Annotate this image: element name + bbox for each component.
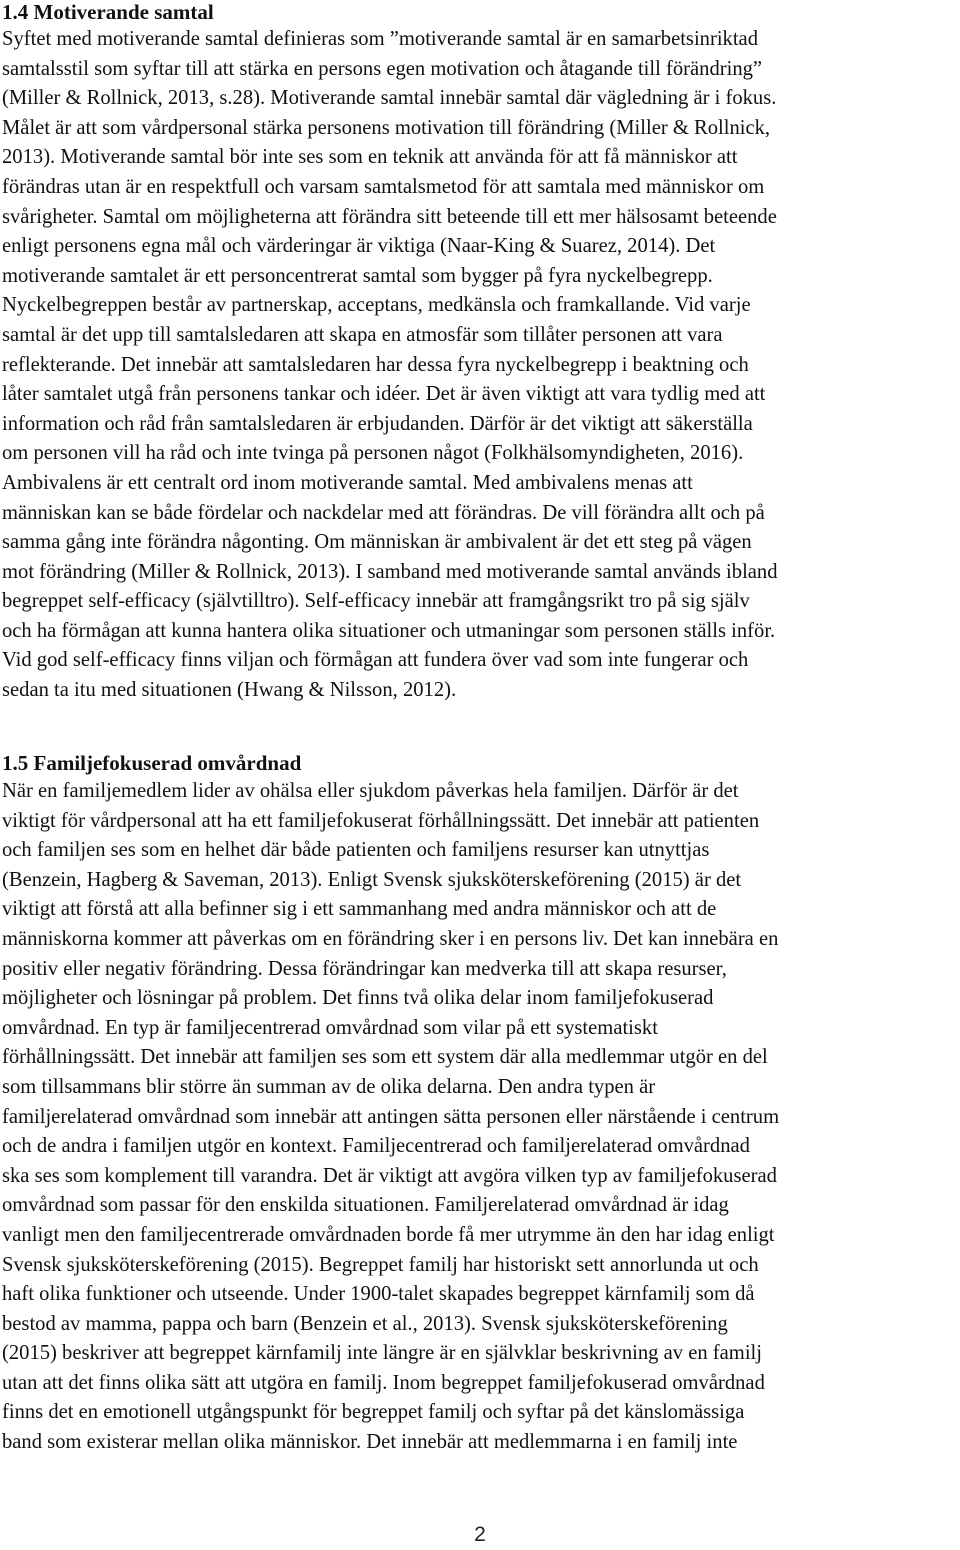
text-line: information och råd från samtalsledaren är erbjudanden. Därför är det viktigt att säkerställa <box>2 412 753 435</box>
text-line: (2015) beskriver att begreppet kärnfamilj inte längre är en självklar beskrivning av en familj <box>2 1342 762 1365</box>
text-line: omvårdnad. En typ är familjecentrerad omvårdnad som vilar på ett systematiskt <box>2 1016 658 1039</box>
text-line: människan kan se både fördelar och nackdelar med att förändras. De vill förändra allt och på <box>2 501 765 524</box>
text-line: När en familjemedlem lider av ohälsa eller sjukdom påverkas hela familjen. Därför är det <box>2 780 739 802</box>
text-line: Målet är att som vårdpersonal stärka personens motivation till förändring (Miller & Rollnick, <box>2 116 771 139</box>
text-line: viktigt för vårdpersonal att ha ett familjefokuserat förhållningssätt. Det innebär att patienten <box>2 809 760 832</box>
text-line: förändras utan är en respektfull och varsam samtalsmetod för att samtala med människor om <box>2 175 765 198</box>
text-line: haft olika funktioner och utseende. Under 1900-talet skapades begreppet kärnfamilj som då <box>2 1283 755 1306</box>
text-line: familjerelaterad omvårdnad som innebär att antingen sätta personen eller närstående i centrum <box>2 1105 780 1128</box>
text-line: begreppet self-efficacy (självtilltro). Self-efficacy innebär att framgångsrikt tro på sig själv <box>2 590 750 613</box>
text-line: finns det en emotionell utgångspunkt för begreppet familj och syftar på det känslomässiga <box>2 1401 745 1424</box>
text-line: om personen vill ha råd och inte tvinga på personen något (Folkhälsomyndigheten, 2016). <box>2 442 744 465</box>
text-line: Ambivalens är ett centralt ord inom motiverande samtal. Med ambivalens menas att <box>2 471 693 494</box>
text-line: band som existerar mellan olika människor. Det innebär att medlemmarna i en familj inte <box>2 1431 738 1454</box>
text-line: Svensk sjuksköterskeförening (2015). Begreppet familj har historiskt sett annorlunda ut och <box>2 1253 759 1276</box>
text-line: och de andra i familjen utgör en kontext. Familjecentrerad och familjerelaterad omvårdnad <box>2 1135 750 1158</box>
text-line: viktigt att förstå att alla befinner sig i ett sammanhang med andra människor och att de <box>2 898 717 921</box>
text-line: sedan ta itu med situationen (Hwang & Nilsson, 2012). <box>2 679 457 702</box>
paragraph-familjefokuserad-omvardnad <box>2 777 958 1458</box>
text-line: motiverande samtalet är ett personcentrerat samtal som bygger på fyra nyckelbegrepp. <box>2 264 713 287</box>
text-line: möjligheter och lösningar på problem. Det finns två olika delar inom familjefokuserad <box>2 987 714 1010</box>
text-line: 2013). Motiverande samtal bör inte ses som en teknik att använda för att få människor att <box>2 146 738 169</box>
text-line: Nyckelbegreppen består av partnerskap, acceptans, medkänsla och framkallande. Vid varje <box>2 294 751 317</box>
text-line: och familjen ses som en helhet där både patienten och familjens resurser kan utnyttjas <box>2 839 710 862</box>
text-line: mot förändring (Miller & Rollnick, 2013). I samband med motiverande samtal används ibland <box>2 560 778 583</box>
text-line: svårigheter. Samtal om möjligheterna att förändra sitt beteende till ett mer hälsosamt beteende <box>2 205 777 228</box>
text-line: samma gång inte förändra någonting. Om människan är ambivalent är det ett steg på vägen <box>2 531 752 554</box>
text-line: vanligt men den familjecentrerade omvårdnaden borde få mer utrymme än den har idag enligt <box>2 1223 775 1246</box>
text-line: (Benzein, Hagberg & Saveman, 2013). Enligt Svensk sjuksköterskeförening (2015) är det <box>2 868 742 891</box>
text-line: enligt personens egna mål och värderingar är viktiga (Naar-King & Suarez, 2014). Det <box>2 235 716 258</box>
section-heading-familjefokuserad-omvardnad: 1.5 Familjefokuserad omvårdnad <box>2 751 302 775</box>
section-heading-motiverande-samtal: 1.4 Motiverande samtal <box>2 0 214 24</box>
text-line: Syftet med motiverande samtal definieras som ”motiverande samtal är en samarbetsinriktad <box>2 28 758 50</box>
text-line: positiv eller negativ förändring. Dessa förändringar kan medverka till att skapa resurser, <box>2 957 727 980</box>
text-line: (Miller & Rollnick, 2013, s.28). Motiverande samtal innebär samtal där vägledning är i fokus. <box>2 87 777 110</box>
text-line: ska ses som komplement till varandra. Det är viktigt att avgöra vilken typ av familjefokuserad <box>2 1164 777 1187</box>
text-line: samtal är det upp till samtalsledaren att skapa en atmosfär som tillåter personen att vara <box>2 323 723 346</box>
text-line: människorna kommer att påverkas om en förändring sker i en persons liv. Det kan innebära en <box>2 927 779 950</box>
paragraph-motiverande-samtal <box>2 25 958 706</box>
text-line: utan att det finns olika sätt att utgöra en familj. Inom begreppet familjefokuserad omvårdnad <box>2 1371 765 1394</box>
text-line: låter samtalet utgå från personens tankar och idéer. Det är även viktigt att vara tydlig med att <box>2 383 766 406</box>
text-line: förhållningssätt. Det innebär att familjen ses som ett system där alla medlemmar utgör en del <box>2 1046 768 1069</box>
text-line: Vid god self-efficacy finns viljan och förmågan att fundera över vad som inte fungerar och <box>2 649 749 672</box>
text-line: som tillsammans blir större än summan av de olika delarna. Den andra typen är <box>2 1075 656 1098</box>
text-line: bestod av mamma, pappa och barn (Benzein et al., 2013). Svensk sjuksköterskeförening <box>2 1312 728 1335</box>
text-line: och ha förmågan att kunna hantera olika situationer och utmaningar som personen ställs inför. <box>2 619 776 642</box>
page-number: 2 <box>474 1523 486 1546</box>
text-line: samtalsstil som syftar till att stärka en persons egen motivation och åtagande till förändring” <box>2 57 763 80</box>
text-line: reflekterande. Det innebär att samtalsledaren har dessa fyra nyckelbegrepp i beaktning och <box>2 353 749 376</box>
text-line: omvårdnad som passar för den enskilda situationen. Familjerelaterad omvårdnad är idag <box>2 1194 729 1217</box>
